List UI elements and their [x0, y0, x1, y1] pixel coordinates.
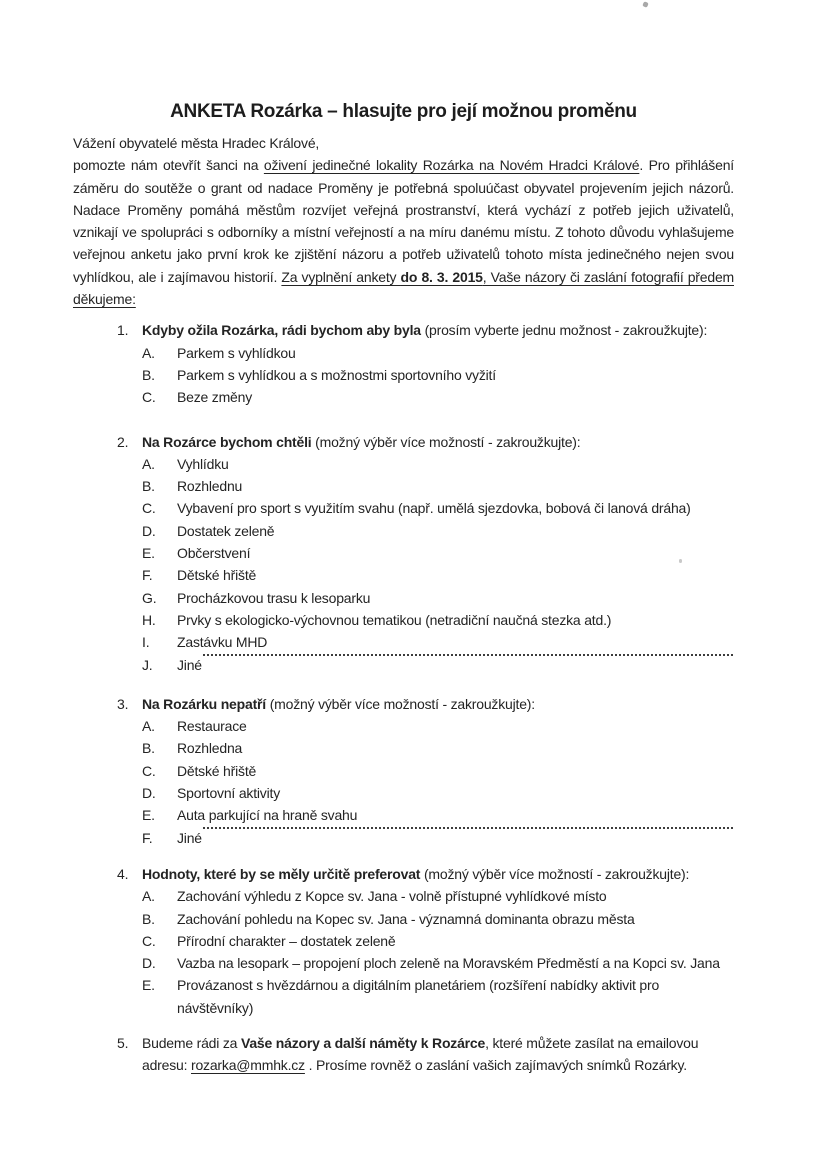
- option-label: Auta parkující na hraně svahu: [177, 807, 358, 824]
- question-stem: [142, 863, 734, 885]
- option-label: Parkem s vyhlídkou: [177, 344, 296, 361]
- deadline-suffix: , Vaše názory či zaslání fotografií předem děkujeme:: [73, 268, 734, 308]
- document-body: [73, 100, 734, 1077]
- option-letter: D.: [142, 785, 156, 802]
- option-row: [142, 364, 734, 386]
- question-stem: [142, 693, 734, 715]
- option-row: [142, 804, 734, 826]
- question-stem-rest: (prosím vyberte jednu možnost - zakroužkujte):: [420, 322, 708, 339]
- option-row: [142, 974, 734, 1019]
- option-letter: A.: [142, 888, 155, 905]
- option-letter: C.: [142, 389, 156, 406]
- dotted-answer-line: [203, 654, 733, 656]
- option-letter: E.: [142, 807, 155, 824]
- question-stem: [142, 319, 734, 341]
- question-4: [117, 863, 734, 1019]
- q5-text-after: . Prosíme rovněž o zaslání vašich zajímavých snímků Rozárky.: [304, 1057, 687, 1074]
- option-row: [142, 609, 734, 631]
- underlined-locality: oživení jedinečné lokality Rozárka na Novém Hradci Králové: [263, 157, 640, 174]
- option-row: [142, 737, 734, 759]
- deadline-prefix: Za vyplnění ankety: [281, 268, 401, 285]
- option-label: Beze změny: [177, 389, 253, 406]
- question-number: 5.: [117, 1034, 129, 1051]
- q5-text-mid: , které můžete zasílat na emailovou adresu:: [142, 1034, 699, 1074]
- option-letter: G.: [142, 589, 157, 606]
- question-stem-rest: (možný výběr více možností - zakroužkujte):: [420, 865, 690, 882]
- question-body: [142, 863, 734, 1019]
- option-letter: A.: [142, 718, 155, 735]
- option-label: Vybavení pro sport s využitím svahu (např. umělá sjezdovka, bobová či lanová dráha): [177, 500, 691, 517]
- intro-paragraph: [73, 154, 734, 310]
- option-label: Vazba na lesopark – propojení ploch zeleně na Moravském Předměstí a na Kopci sv. Jana: [177, 955, 720, 972]
- option-row: [142, 760, 734, 782]
- option-letter: F.: [142, 567, 153, 584]
- option-row: [142, 654, 734, 676]
- question-stem-bold: Hodnoty, které by se měly určitě preferovat: [142, 865, 421, 882]
- option-label: Dětské hřiště: [177, 762, 257, 779]
- option-letter: I.: [142, 634, 150, 651]
- option-letter: H.: [142, 611, 156, 628]
- option-letter: E.: [142, 977, 155, 994]
- question-1: [117, 319, 734, 408]
- option-letter: B.: [142, 366, 155, 383]
- salutation: Vážení obyvatelé města Hradec Králové,: [73, 135, 320, 151]
- option-row: [142, 631, 734, 653]
- option-letter: C.: [142, 762, 156, 779]
- option-letter: C.: [142, 500, 156, 517]
- option-label: Dětské hřiště: [177, 567, 257, 584]
- option-row: [142, 885, 734, 907]
- question-stem-rest: (možný výběr více možností - zakroužkujte):: [311, 433, 581, 450]
- question-3: [117, 693, 734, 849]
- question-number: 4.: [117, 865, 129, 882]
- question-5: [117, 1032, 734, 1077]
- q5-text-bold: Vaše názory a další náměty k Rozárce: [240, 1034, 486, 1051]
- question-body: [142, 1032, 734, 1077]
- option-letter: D.: [142, 522, 156, 539]
- question-stem-bold: Na Rozárce bychom chtěli: [142, 433, 312, 450]
- option-label: Restaurace: [177, 718, 247, 735]
- q5-text-open: Budeme rádi za: [142, 1034, 241, 1051]
- option-label: Provázanost s hvězdárnou a digitálním planetáriem (rozšíření nabídky aktivit pro návštěvníky): [177, 977, 660, 1016]
- option-label: Procházkovou trasu k lesoparku: [177, 589, 371, 606]
- option-row: [142, 782, 734, 804]
- scan-artifact: [642, 1, 649, 8]
- option-row: [142, 587, 734, 609]
- question-2: [117, 431, 734, 676]
- question-number: 2.: [117, 433, 129, 450]
- question-stem: [142, 431, 734, 453]
- question-body: [142, 431, 734, 676]
- option-label: Dostatek zeleně: [177, 522, 275, 539]
- option-row: [142, 952, 734, 974]
- option-letter: D.: [142, 955, 156, 972]
- question-list: [117, 319, 734, 1076]
- question-body: [142, 693, 734, 849]
- option-label: Rozhledna: [177, 740, 243, 757]
- option-label: Zachování pohledu na Kopec sv. Jana - významná dominanta obrazu města: [177, 910, 635, 927]
- intro-text-body: . Pro přihlášení záměru do soutěže o grant od nadace Proměny je potřebná spoluúčast obyvatel projevením jejich názorů. Nadace Proměny pomáhá městům rozvíjet veřejná prostranství, která vychází z potřeb jejich uživatelů, vznikají ve spolupráci s odborníky a místní veřejností a na míru danému místu. Z tohoto důvodu vyhlašujeme veřejnou anketu jako první krok ke zjištění názoru a potřeb uživatelů tohoto místa jedinečného nejen svou vyhlídkou, ale i zajímavou historií.: [73, 157, 734, 285]
- question-stem-bold: Kdyby ožila Rozárka, rádi bychom aby byla: [142, 322, 421, 339]
- option-row: [142, 715, 734, 737]
- option-letter: C.: [142, 932, 156, 949]
- option-label: Vyhlídku: [177, 455, 229, 472]
- option-letter: B.: [142, 910, 155, 927]
- option-row: [142, 827, 734, 849]
- option-row: [142, 475, 734, 497]
- option-label: Přírodní charakter – dostatek zeleně: [177, 932, 396, 949]
- option-label: Občerstvení: [177, 545, 251, 562]
- option-letter: F.: [142, 829, 153, 846]
- option-label: Jiné: [177, 829, 202, 846]
- question-number: 3.: [117, 695, 129, 712]
- option-label: Sportovní aktivity: [177, 785, 280, 802]
- intro-text-open: pomozte nám otevřít šanci na: [73, 157, 264, 174]
- option-label: Parkem s vyhlídkou a s možnostmi sportovního vyžití: [177, 366, 496, 383]
- question-stem-bold: Na Rozárku nepatří: [142, 695, 266, 712]
- question-body: [142, 319, 734, 408]
- page-title: ANKETA Rozárka – hlasujte pro její možnou proměnu: [170, 101, 637, 122]
- option-row: [142, 386, 734, 408]
- option-label: Rozhlednu: [177, 478, 243, 495]
- option-row: [142, 564, 734, 586]
- option-row: [142, 342, 734, 364]
- dotted-answer-line: [203, 827, 733, 829]
- option-letter: E.: [142, 545, 155, 562]
- question-stem-rest: (možný výběr více možností - zakroužkujte):: [266, 695, 535, 712]
- option-letter: B.: [142, 740, 155, 757]
- option-row: [142, 497, 734, 519]
- option-label: Zastávku MHD: [177, 634, 268, 651]
- option-row: [142, 908, 734, 930]
- email-address: rozarka@mmhk.cz: [191, 1057, 305, 1074]
- option-letter: A.: [142, 344, 155, 361]
- option-row: [142, 453, 734, 475]
- option-label: Jiné: [177, 656, 202, 673]
- option-letter: A.: [142, 455, 155, 472]
- question-number: 1.: [117, 322, 129, 339]
- option-letter: B.: [142, 478, 155, 495]
- option-row: [142, 542, 734, 564]
- option-label: Prvky s ekologicko-výchovnou tematikou (netradiční naučná stezka atd.): [177, 611, 612, 628]
- option-row: [142, 930, 734, 952]
- deadline-date: do 8. 3. 2015: [400, 268, 483, 285]
- option-row: [142, 520, 734, 542]
- option-letter: J.: [142, 656, 153, 673]
- option-label: Zachování výhledu z Kopce sv. Jana - volně přístupné vyhlídkové místo: [177, 888, 607, 905]
